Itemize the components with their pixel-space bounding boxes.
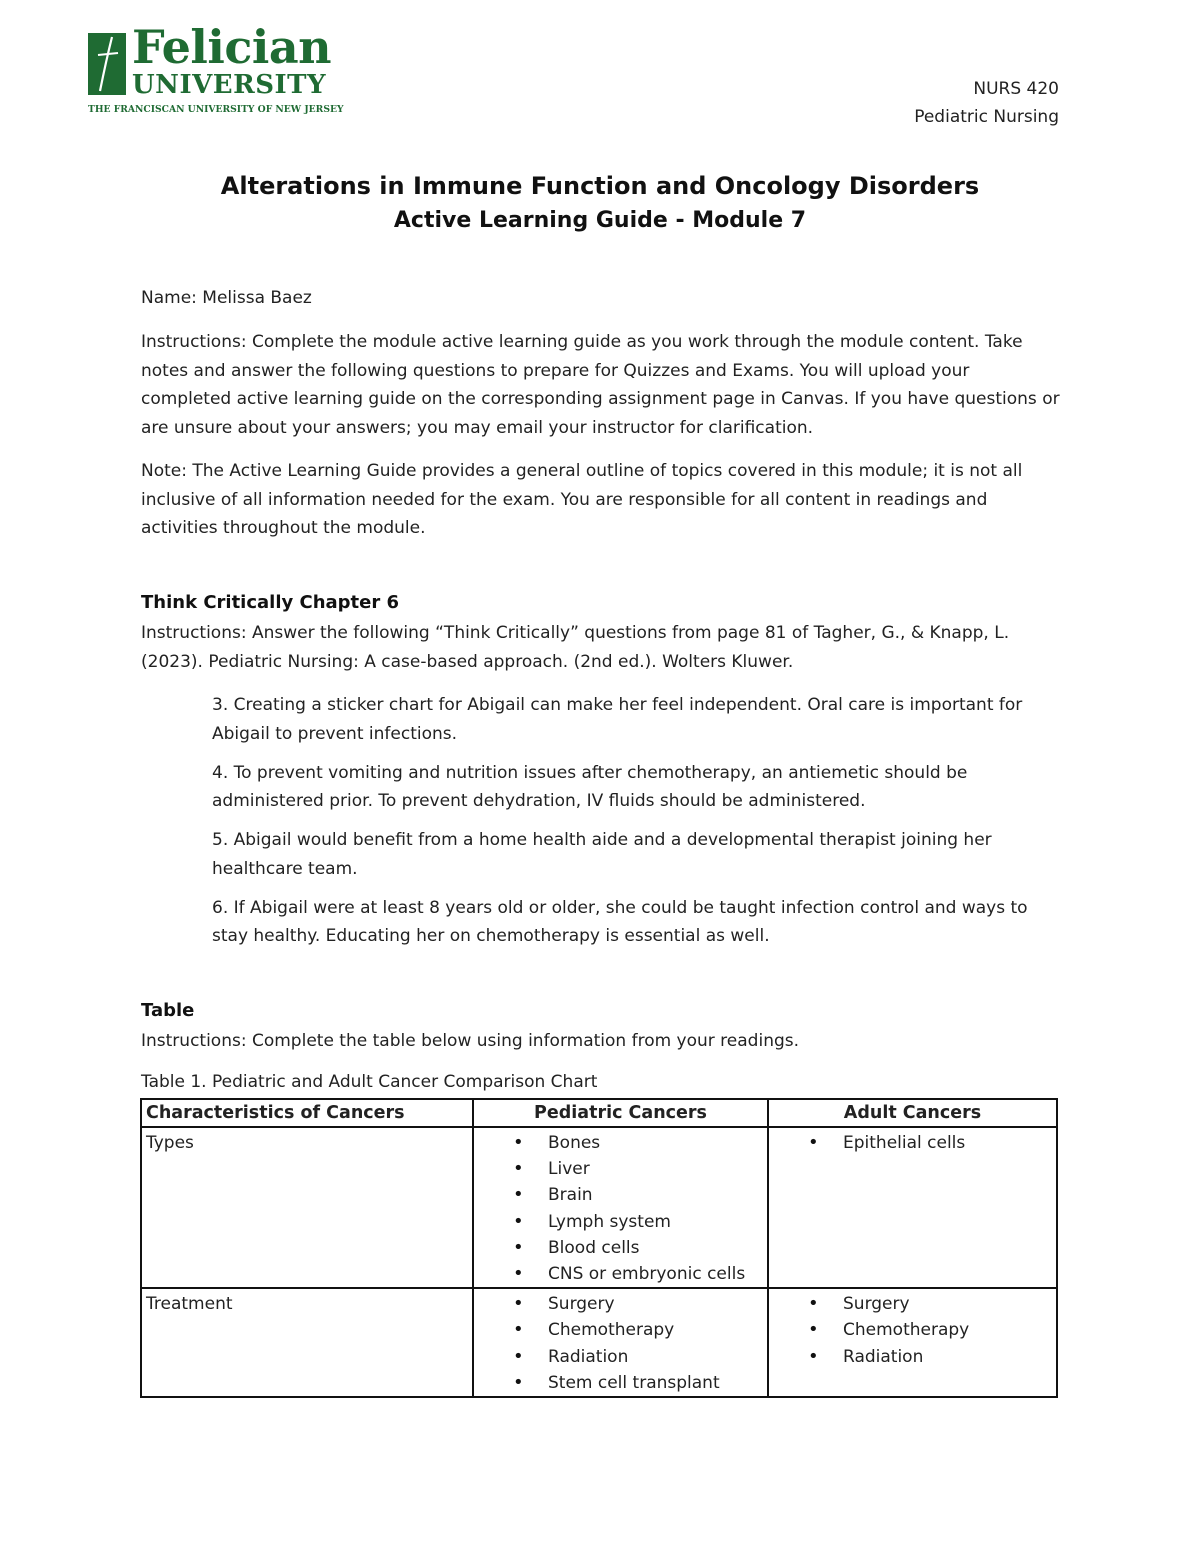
- logo-university: UNIVERSITY: [132, 70, 327, 100]
- answer-item: 5. Abigail would benefit from a home health aide and a developmental therapist joining her healthcare team.: [212, 830, 992, 879]
- think-critically-instructions: Instructions: Answer the following “Think Critically” questions from page 81 of Tagher, G., & Knapp, L. (2023). Pediatric Nursing: A case-based approach. (2nd ed.). Wolters Kluwer.: [141, 623, 1010, 672]
- row-label: Types: [141, 1127, 473, 1288]
- list-item: • Chemotherapy: [478, 1317, 763, 1343]
- column-header: Characteristics of Cancers: [141, 1099, 473, 1127]
- pediatric-cell: [473, 1127, 768, 1288]
- student-name: Name: Melissa Baez: [141, 288, 312, 308]
- list-item: • Surgery: [773, 1291, 1052, 1317]
- answer-item: 3. Creating a sticker chart for Abigail can make her feel independent. Oral care is important for Abigail to prevent infections.: [212, 695, 1023, 744]
- list-item: • CNS or embryonic cells: [478, 1261, 763, 1287]
- pediatric-cell: [473, 1288, 768, 1397]
- module-note: Note: The Active Learning Guide provides a general outline of topics covered in this module; it is not all inclusive of all information needed for the exam. You are responsible for all content in readings and activities throughout the module.: [141, 461, 1023, 538]
- table-heading: Table: [141, 1000, 195, 1021]
- table-caption: Table 1. Pediatric and Adult Cancer Comparison Chart: [141, 1072, 598, 1092]
- logo-tagline: THE FRANCISCAN UNIVERSITY OF NEW JERSEY: [88, 104, 344, 115]
- column-header: Adult Cancers: [768, 1099, 1057, 1127]
- list-item: • Radiation: [478, 1344, 763, 1370]
- column-header: Pediatric Cancers: [473, 1099, 768, 1127]
- table-row: [141, 1288, 1057, 1397]
- answer-item: 6. If Abigail were at least 8 years old or older, she could be taught infection control and ways to stay healthy. Educating her on chemotherapy is essential as well.: [212, 897, 1028, 946]
- list-item: • Epithelial cells: [773, 1130, 1052, 1156]
- course-name: Pediatric Nursing: [914, 107, 1059, 127]
- list-item: • Brain: [478, 1182, 763, 1208]
- table-row: [141, 1127, 1057, 1288]
- list-item: • Chemotherapy: [773, 1317, 1052, 1343]
- course-code: NURS 420: [973, 79, 1059, 99]
- module-instructions: Instructions: Complete the module active learning guide as you work through the module content. Take notes and answer the following questions to prepare for Quizzes and Exams. You will upload your completed active learning guide on the corresponding assignment page in Canvas. If you have questions or are unsure about your answers; you may email your instructor for clarification.: [141, 332, 1060, 438]
- document-subtitle: Active Learning Guide - Module 7: [393, 208, 807, 233]
- list-item: • Surgery: [478, 1291, 763, 1317]
- list-item: • Bones: [478, 1130, 763, 1156]
- adult-cell: [768, 1288, 1057, 1397]
- think-critically-heading: Think Critically Chapter 6: [141, 592, 400, 613]
- list-item: • Lymph system: [478, 1209, 763, 1235]
- row-label: Treatment: [141, 1288, 473, 1397]
- list-item: • Radiation: [773, 1344, 1052, 1370]
- list-item: • Stem cell transplant: [478, 1370, 763, 1396]
- adult-cell: [768, 1127, 1057, 1288]
- document-title: Alterations in Immune Function and Oncology Disorders: [220, 172, 980, 200]
- logo-emblem-icon: [88, 33, 126, 95]
- logo-name: Felician: [132, 20, 332, 74]
- table-header-row: [141, 1099, 1057, 1127]
- cancer-comparison-table: [140, 1098, 1058, 1398]
- university-logo: [88, 20, 344, 122]
- answer-item: 4. To prevent vomiting and nutrition issues after chemotherapy, an antiemetic should be administered prior. To prevent dehydration, IV fluids should be administered.: [212, 762, 968, 811]
- list-item: • Liver: [478, 1156, 763, 1182]
- course-header: [914, 75, 1059, 131]
- table-instructions: Instructions: Complete the table below using information from your readings.: [141, 1031, 800, 1051]
- list-item: • Blood cells: [478, 1235, 763, 1261]
- answers-list: [212, 691, 1062, 961]
